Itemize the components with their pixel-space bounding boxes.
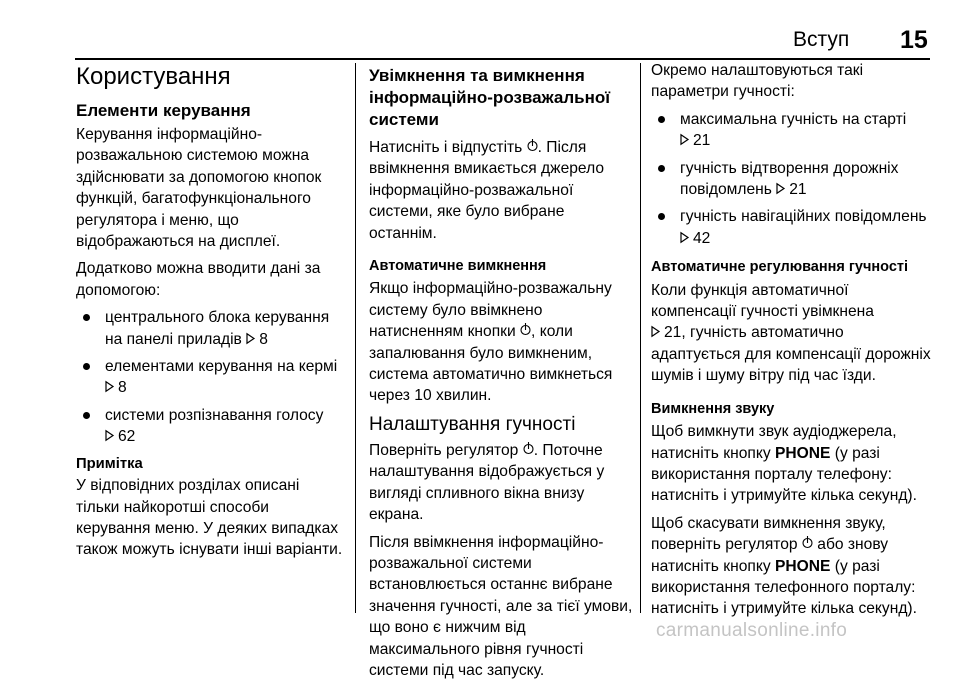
page-header [0,0,960,60]
list-item: максимальна гучність на старті 21 [651,109,931,152]
list-item: гучність відтворення дорожніх повідомлень 21 [651,158,931,201]
page-reference[interactable]: 8 [118,379,127,397]
list-item: центрального блока керування на панелі приладів 8 [76,307,344,350]
list-item: елементами керування на кермі 8 [76,356,344,399]
power-knob-icon [523,440,534,461]
power-knob-icon [802,534,813,555]
page-reference[interactable]: 21 [789,181,807,199]
section-title: Вступ [793,28,850,51]
column-divider [640,63,641,613]
bullet-icon [658,165,665,172]
column-3 [651,60,931,626]
reference-arrow-icon [651,322,660,343]
reference-arrow-icon [776,179,785,200]
reference-arrow-icon [105,377,114,398]
volume-paragraph: Поверніть регулятор . Поточне налаштування відображується у вигляді спливного вікна внизу екрана. [369,441,605,524]
note-text: У відповідних розділах описані тільки найкоротші способи керування меню. У деяких випадках також можуть існувати інші варіанти. [76,477,343,559]
power-paragraph: Натисніть і відпустіть . Після ввімкнення вмикається джерело інформаційно-розважальної системи, яке було вибране останнім. [369,139,605,242]
volume-startup-paragraph: Після ввімкнення інформаційно-розважальної системи встановлюється останнє вибране значення гучності, але за тієї умови, що воно є нижчим від максимального рівня гучності системи під час запуску. [369,533,633,679]
bullet-icon [658,116,665,123]
bullet-icon [83,412,90,419]
reference-arrow-icon [105,426,114,447]
unmute-paragraph: Щоб скасувати вимкнення звуку, поверніть регулятор або знову натисніть кнопку PHONE (у разі використання телефонного порталу: натисніть і утримуйте кілька секунд). [651,514,917,618]
input-method-list [76,307,344,447]
auto-off-paragraph: Якщо інформаційно-розважальну систему було ввімкнено натисненням кнопки , коли запалювання було вимкненим, система автоматично вимкнеться через 10 хвилин. [369,280,613,405]
main-title: Користування [76,63,231,90]
page-reference[interactable]: 21 [664,324,682,342]
mute-heading: Вимкнення звуку [651,400,775,417]
reference-arrow-icon [680,130,689,151]
mute-paragraph: Щоб вимкнути звук аудіоджерела, натисніть кнопку PHONE (у разі використання порталу телефону: натисніть і утримуйте кілька секунд). [651,423,917,505]
bullet-icon [658,213,665,220]
column-2 [369,60,633,687]
page-number: 15 [900,26,928,54]
auto-volume-paragraph: Коли функція автоматичної компенсації гучності увімкнена 21, гучність автоматично адаптується для компенсації дорожніх шумів і шуму вітру під час їзди. [651,281,931,385]
watermark: carmanualsonline.info [656,620,848,641]
volume-settings-list [651,109,931,249]
power-knob-icon [527,137,538,158]
volume-heading: Налаштування гучності [369,413,576,435]
page-reference[interactable]: 21 [693,132,711,150]
reference-arrow-icon [246,329,255,350]
power-knob-icon [520,321,531,342]
controls-heading: Елементи керування [76,101,251,120]
note-label: Примітка [76,455,143,472]
bullet-icon [83,363,90,370]
column-divider [355,63,356,613]
list-item: системи розпізнавання голосу 62 [76,405,344,448]
page-reference[interactable]: 8 [259,330,268,348]
page-reference[interactable]: 42 [693,229,711,247]
column-1 [76,60,344,567]
bullet-icon [83,314,90,321]
phone-button-label: PHONE [774,444,831,462]
reference-arrow-icon [680,228,689,249]
page-reference[interactable]: 62 [118,428,136,446]
volume-settings-intro: Окремо налаштовуються такі параметри гучності: [651,62,864,101]
list-item: гучність навігаційних повідомлень 42 [651,206,931,249]
auto-off-heading: Автоматичне вимкнення [369,258,547,275]
additional-input-paragraph: Додатково можна вводити дані за допомогою: [76,260,321,299]
intro-paragraph: Керування інформаційно-розважальною системою можна здійснювати за допомогою кнопок функцій, багатофункціонального регулятора і меню, що відображаються на дисплеї. [76,126,322,251]
power-heading: Увімкнення та вимкнення інформаційно-розважальної системи [369,66,611,129]
auto-volume-heading: Автоматичне регулювання гучності [651,259,909,276]
phone-button-label: PHONE [774,557,831,575]
